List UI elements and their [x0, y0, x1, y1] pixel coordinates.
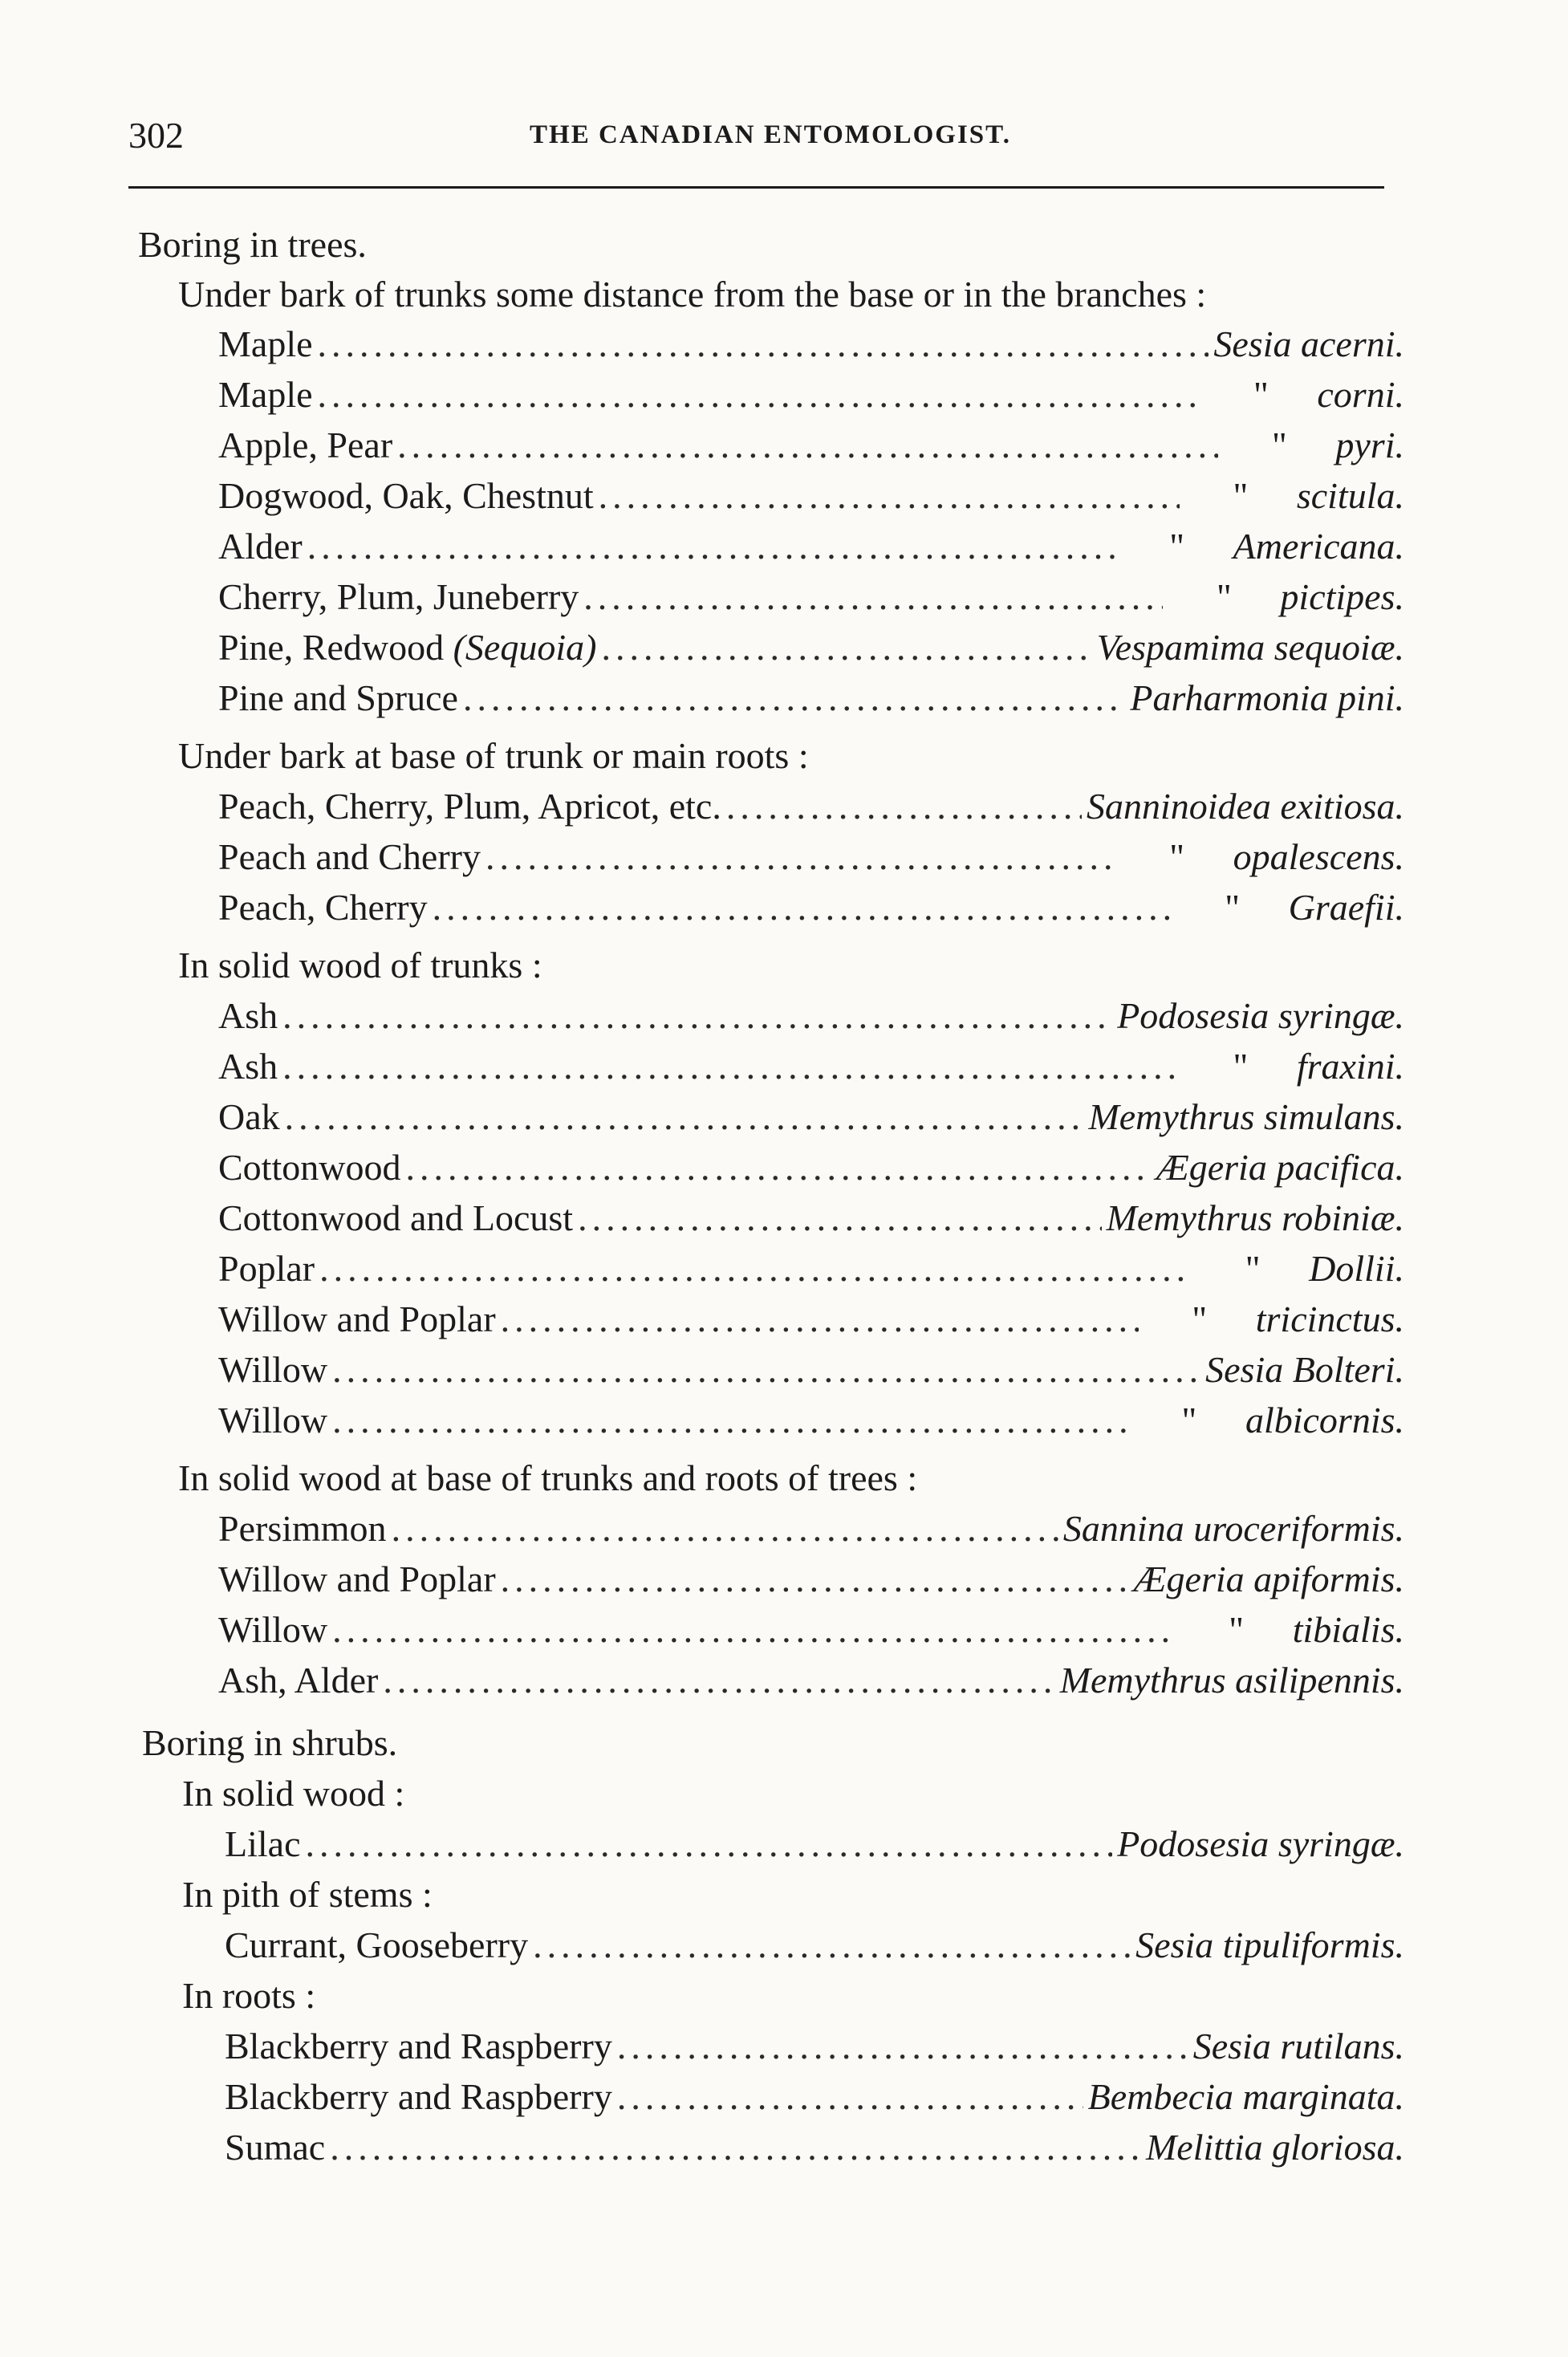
- dot-leader: [599, 474, 1180, 517]
- list-item: [218, 424, 1404, 472]
- list-item: [225, 2025, 1404, 2073]
- group-title-under-bark: Under bark of trunks some distance from the base or in the branches :: [178, 274, 1207, 315]
- dot-leader: [392, 1507, 1058, 1550]
- dot-leader: [307, 525, 1116, 567]
- list-item: [218, 1146, 1404, 1194]
- dot-leader: [332, 1608, 1176, 1651]
- dot-leader: [726, 785, 1082, 827]
- genus-name: Sesia: [1192, 2026, 1271, 2066]
- dot-leader: [285, 1095, 1084, 1138]
- list-item: [225, 1823, 1404, 1871]
- species-name: albicornis.: [1245, 1400, 1404, 1441]
- list-item: [218, 994, 1404, 1042]
- host-name: Willow: [218, 1609, 328, 1650]
- host-name: Peach, Cherry, Plum, Apricot, etc.: [218, 786, 721, 827]
- dot-leader: [318, 323, 1209, 365]
- ditto-mark: ": [1225, 887, 1240, 928]
- genus-name: Podosesia: [1117, 995, 1269, 1036]
- species-name: simulans.: [1263, 1096, 1404, 1137]
- genus-name: Ægeria: [1133, 1558, 1245, 1599]
- species-name: pacifica.: [1276, 1147, 1404, 1188]
- list-item: [218, 785, 1404, 833]
- list-item: [218, 1399, 1404, 1447]
- list-item: [218, 1045, 1404, 1093]
- list-item: [218, 575, 1404, 624]
- genus-name: Podosesia: [1117, 1823, 1269, 1864]
- genus-name: Memythrus: [1059, 1660, 1226, 1701]
- host-name: Apple, Pear: [218, 425, 393, 465]
- ditto-mark: ": [1233, 475, 1249, 516]
- list-item: [218, 323, 1404, 371]
- species-name: corni.: [1317, 374, 1404, 415]
- list-item: [218, 886, 1404, 934]
- species-name: pictipes.: [1280, 576, 1404, 617]
- list-item: [218, 677, 1404, 725]
- ditto-mark: ": [1169, 526, 1185, 567]
- genus-name: Sannina: [1062, 1508, 1184, 1549]
- dot-leader: [617, 2075, 1083, 2118]
- group-title-base-of-trunk: Under bark at base of trunk or main roots :: [178, 735, 809, 776]
- host-name-italic: (Sequoia): [453, 627, 597, 668]
- host-name: Cherry, Plum, Juneberry: [218, 576, 579, 617]
- species-name: pyri.: [1335, 425, 1404, 465]
- ditto-mark: ": [1169, 836, 1185, 877]
- host-name: Pine, Redwood: [218, 627, 445, 668]
- dot-leader: [282, 994, 1112, 1037]
- genus-name: Parharmonia: [1130, 677, 1329, 718]
- species-name: marginata.: [1242, 2076, 1404, 2117]
- species-name: Americana.: [1233, 526, 1404, 567]
- host-name: Pine and Spruce: [218, 677, 458, 718]
- list-item: [218, 373, 1404, 421]
- list-item: [218, 835, 1404, 884]
- ditto-mark: ": [1245, 1248, 1261, 1289]
- dot-leader: [463, 677, 1125, 719]
- section-title-trees: Boring in trees.: [138, 224, 367, 265]
- species-name: exitiosa.: [1280, 786, 1404, 827]
- list-item: [218, 1608, 1404, 1656]
- host-name: Peach, Cherry: [218, 887, 428, 928]
- ditto-mark: ": [1192, 1298, 1208, 1339]
- dot-leader: [332, 1399, 1128, 1441]
- host-name: Persimmon: [218, 1508, 387, 1549]
- host-name: Poplar: [218, 1248, 315, 1289]
- species-name: fraxini.: [1296, 1046, 1404, 1087]
- species-name: acerni.: [1300, 323, 1404, 364]
- host-name: Cottonwood and Locust: [218, 1197, 574, 1238]
- ditto-mark: ": [1181, 1400, 1197, 1441]
- host-name: Currant, Gooseberry: [225, 1924, 529, 1965]
- dot-leader: [318, 373, 1200, 416]
- host-name: Maple: [218, 374, 313, 415]
- list-item: [218, 1348, 1404, 1396]
- ditto-mark: ": [1229, 1609, 1245, 1650]
- host-name: Lilac: [225, 1823, 301, 1864]
- group-title-shrub-solid-wood: In solid wood :: [182, 1773, 405, 1814]
- list-item: [218, 1197, 1404, 1245]
- list-item: [225, 1924, 1404, 1972]
- genus-name: Sesia: [1205, 1349, 1284, 1390]
- genus-name: Sesia: [1135, 1924, 1214, 1965]
- list-item: [218, 474, 1404, 522]
- dot-leader: [383, 1659, 1054, 1701]
- species-name: robiniæ.: [1282, 1197, 1404, 1238]
- genus-name: Sanninoidea: [1086, 786, 1271, 827]
- list-item: [218, 1558, 1404, 1606]
- host-name: Oak: [218, 1096, 280, 1137]
- dot-leader: [332, 1348, 1200, 1391]
- dot-leader: [433, 886, 1172, 929]
- dot-leader: [330, 2126, 1141, 2168]
- section-title-shrubs: Boring in shrubs.: [142, 1722, 398, 1763]
- dot-leader: [282, 1045, 1180, 1087]
- genus-name: Bembecia: [1087, 2076, 1234, 2117]
- host-name: Maple: [218, 323, 313, 364]
- host-name: Willow and Poplar: [218, 1558, 496, 1599]
- host-name: Ash, Alder: [218, 1660, 379, 1701]
- host-name: Blackberry and Raspberry: [225, 2076, 612, 2117]
- ditto-mark: ": [1233, 1046, 1249, 1087]
- species-name: uroceriformis.: [1193, 1508, 1404, 1549]
- dot-leader: [405, 1146, 1151, 1189]
- genus-name: Vespamima: [1096, 627, 1265, 668]
- dot-leader: [501, 1558, 1129, 1600]
- species-name: rutilans.: [1280, 2026, 1404, 2066]
- species-name: Graefii.: [1288, 887, 1404, 928]
- species-name: gloriosa.: [1272, 2127, 1404, 2168]
- dot-leader: [578, 1197, 1102, 1239]
- host-name: Dogwood, Oak, Chestnut: [218, 475, 594, 516]
- list-item: [225, 2075, 1404, 2123]
- species-name: asilipennis.: [1235, 1660, 1404, 1701]
- species-name: sequoiæ.: [1273, 627, 1404, 668]
- dot-leader: [397, 424, 1218, 466]
- dot-leader: [501, 1298, 1139, 1340]
- host-name: Ash: [218, 995, 278, 1036]
- dot-leader: [319, 1247, 1192, 1290]
- list-item: [218, 1507, 1404, 1555]
- species-name: syringæ.: [1278, 1823, 1404, 1864]
- species-name: opalescens.: [1233, 836, 1404, 877]
- dot-leader: [601, 626, 1091, 668]
- ditto-mark: ": [1253, 374, 1269, 415]
- page-number: 302: [128, 115, 184, 156]
- list-item: [218, 626, 1404, 674]
- ditto-mark: ": [1217, 576, 1232, 617]
- ditto-mark: ": [1272, 425, 1287, 465]
- list-item: [218, 1659, 1404, 1707]
- species-name: tibialis.: [1292, 1609, 1404, 1650]
- dot-leader: [485, 835, 1116, 878]
- page-header: [128, 114, 1412, 162]
- list-item: [218, 1095, 1404, 1144]
- group-title-solid-wood: In solid wood of trunks :: [178, 945, 542, 985]
- species-name: pini.: [1337, 677, 1404, 718]
- genus-name: Ægeria: [1156, 1147, 1267, 1188]
- header-rule: [128, 186, 1384, 189]
- list-item: [218, 1298, 1404, 1346]
- species-name: scitula.: [1296, 475, 1404, 516]
- host-name: Peach and Cherry: [218, 836, 481, 877]
- group-title-base-roots: In solid wood at base of trunks and roots of trees :: [178, 1457, 918, 1498]
- dot-leader: [583, 575, 1163, 618]
- species-name: syringæ.: [1278, 995, 1404, 1036]
- species-name: tipuliformis.: [1222, 1924, 1404, 1965]
- list-item: [218, 1247, 1404, 1295]
- running-head: THE CANADIAN ENTOMOLOGIST.: [530, 120, 1011, 149]
- genus-name: Melittia: [1145, 2127, 1263, 2168]
- host-name: Willow: [218, 1349, 328, 1390]
- species-name: tricinctus.: [1255, 1298, 1404, 1339]
- host-name: Alder: [218, 526, 303, 567]
- dot-leader: [306, 1823, 1113, 1865]
- host-name: Sumac: [225, 2127, 326, 2168]
- dot-leader: [533, 1924, 1131, 1966]
- genus-name: Memythrus: [1106, 1197, 1273, 1238]
- host-name: Blackberry and Raspberry: [225, 2026, 612, 2066]
- genus-name: Sesia: [1213, 323, 1292, 364]
- host-name: Willow and Poplar: [218, 1298, 496, 1339]
- species-name: Bolteri.: [1292, 1349, 1404, 1390]
- species-name: apiformis.: [1253, 1558, 1404, 1599]
- dot-leader: [617, 2025, 1188, 2067]
- host-name: Cottonwood: [218, 1147, 401, 1188]
- group-title-pith-of-stems: In pith of stems :: [182, 1874, 433, 1915]
- list-item: [225, 2126, 1404, 2174]
- host-name: Willow: [218, 1400, 328, 1441]
- group-title-in-roots: In roots :: [182, 1975, 316, 2016]
- genus-name: Memythrus: [1088, 1096, 1255, 1137]
- species-name: Dollii.: [1309, 1248, 1404, 1289]
- host-name: Ash: [218, 1046, 278, 1087]
- list-item: [218, 525, 1404, 573]
